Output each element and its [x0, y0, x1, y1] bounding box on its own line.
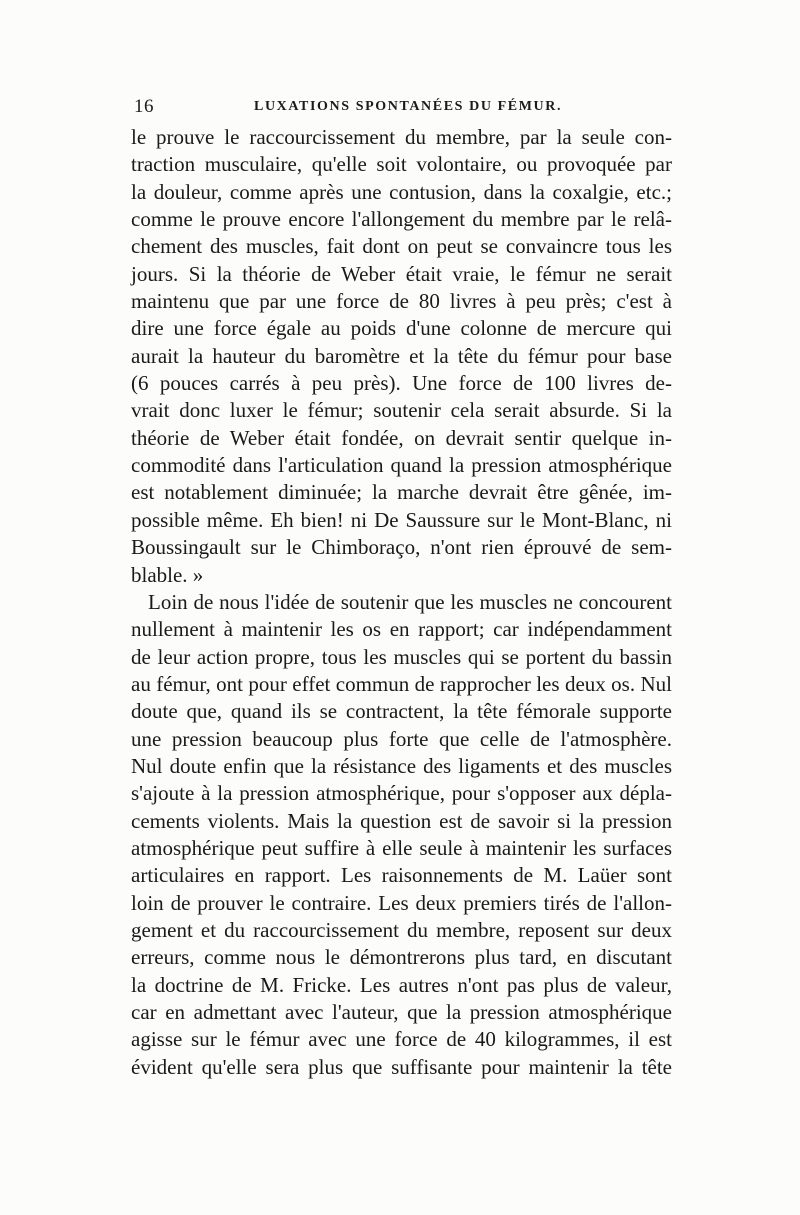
text-line: gement et du raccourcissement du membre, reposent sur deux	[131, 917, 672, 942]
text-line: s'ajoute à la pression atmosphérique, pour s'opposer aux dépla-	[131, 781, 672, 806]
running-title: LUXATIONS SPONTANÉES DU FÉMUR.	[254, 99, 563, 114]
text-line: commodité dans l'articulation quand la pression atmosphérique	[131, 453, 672, 478]
text-line: Boussingault sur le Chimboraço, n'ont rien éprouvé de sem-	[131, 535, 672, 560]
text-line: blable. »	[131, 562, 204, 587]
text-line: au fémur, ont pour effet commun de rapprocher les deux os. Nul	[131, 671, 672, 696]
text-line: de leur action propre, tous les muscles qui se portent du bassin	[131, 644, 672, 669]
body-text	[131, 124, 672, 1081]
text-line: loin de prouver le contraire. Les deux premiers tirés de l'allon-	[131, 890, 672, 915]
text-line: maintenu que par une force de 80 livres à peu près; c'est à	[131, 289, 672, 314]
text-line: possible même. Eh bien! ni De Saussure sur le Mont-Blanc, ni	[131, 507, 672, 532]
text-line: nullement à maintenir les os en rapport; car indépendamment	[131, 617, 672, 642]
text-line: cements violents. Mais la question est de savoir si la pression	[131, 808, 672, 833]
text-line: car en admettant avec l'auteur, que la pression atmosphérique	[131, 1000, 672, 1024]
text-line: jours. Si la théorie de Weber était vraie, le fémur ne serait	[131, 261, 672, 286]
text-line: vrait donc luxer le fémur; soutenir cela serait absurde. Si la	[131, 398, 672, 423]
text-line: est notablement diminuée; la marche devrait être gênée, im-	[131, 480, 672, 505]
text-line: évident qu'elle sera plus que suffisante pour maintenir la tête	[131, 1054, 672, 1079]
text-line: théorie de Weber était fondée, on devrait sentir quelque in-	[131, 425, 672, 450]
text-line: Loin de nous l'idée de soutenir que les muscles ne concourent	[148, 589, 672, 614]
text-line: le prouve le raccourcissement du membre, par la seule con-	[131, 125, 672, 149]
text-line: la doctrine de M. Fricke. Les autres n'ont pas plus de valeur,	[131, 972, 672, 997]
text-line: chement des muscles, fait dont on peut se convaincre tous les	[131, 234, 672, 259]
text-line: articulaires en rapport. Les raisonnements de M. Laüer sont	[131, 863, 672, 888]
text-line: doute que, quand ils se contractent, la tête fémorale supporte	[131, 699, 672, 724]
text-line: la douleur, comme après une contusion, dans la coxalgie, etc.;	[131, 179, 672, 204]
text-line: dire une force égale au poids d'une colonne de mercure qui	[131, 316, 672, 341]
text-line: agisse sur le fémur avec une force de 40 kilogrammes, il est	[131, 1027, 672, 1052]
text-line: aurait la hauteur du baromètre et la tête du fémur pour base	[131, 343, 672, 368]
page-header	[134, 96, 674, 118]
text-line: traction musculaire, qu'elle soit volontaire, ou provoquée par	[131, 152, 672, 177]
text-line: une pression beaucoup plus forte que celle de l'atmosphère.	[131, 726, 672, 751]
text-line: comme le prouve encore l'allongement du membre par le relâ-	[131, 207, 672, 232]
text-line: erreurs, comme nous le démontrerons plus tard, en discutant	[131, 945, 672, 970]
paragraph	[131, 589, 672, 1081]
text-line: (6 pouces carrés à peu près). Une force de 100 livres de-	[131, 371, 672, 396]
text-line: atmosphérique peut suffire à elle seule à maintenir les surfaces	[131, 835, 672, 860]
text-line: Nul doute enfin que la résistance des ligaments et des muscles	[131, 753, 672, 778]
paragraph	[131, 124, 672, 589]
page-number: 16	[134, 96, 154, 117]
